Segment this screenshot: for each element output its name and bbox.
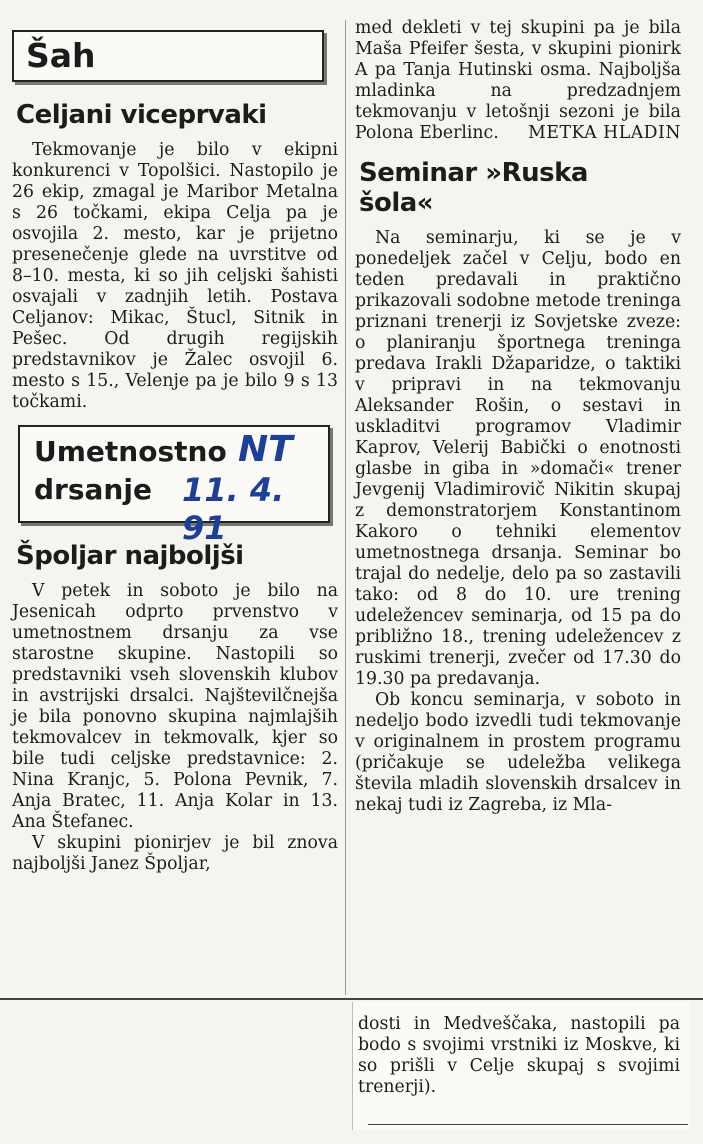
section-title-line1: Umetnostno bbox=[34, 435, 227, 468]
handwritten-initials: NT bbox=[238, 429, 293, 470]
article-paragraph: Na seminarju, ki se je v ponedeljek začel v Celju, bodo en teden predavali in praktično prikazovali sodobne metode treninga priznani trenerji iz Sovjetske zveze: o planiranju športnega treninga predava Irakli Džaparidze, o taktiki v pripravi in na tekmovanju Aleksander Rošin, o sestavi in uskladitvi programov Vladimir Kaprov, Velerij Babički o enotnosti glasbe in giba in »domači« trener Jevgenij Vladimirovič Nikitin skupaj z demonstratorjem Konstantinom Kakoro o tehniki elementov umetnostnega drsanja. Seminar bo trajal do nedelje, delo pa so zastavili tako: od 8 do 10. ure trening udeležencev seminarja, od 15 pa do približno 18., trening udeležencev z ruskimi trenerji, zvečer od 17.30 do 19.30 pa predavanja. bbox=[355, 228, 681, 689]
article-seminar-continuation bbox=[358, 1014, 680, 1098]
article-paragraph: Ob koncu seminarja, v soboto in nedeljo bodo izvedli tudi tekmovanje v originalnem in prostem programu (pričakuje se udeležba velikega števila mladih slovenskih drsalcev in nekaj tudi iz Zagreba, iz Mla- bbox=[355, 690, 681, 815]
right-column bbox=[355, 18, 681, 816]
article-paragraph: Tekmovanje je bilo v ekipni konkurenci v Topolšici. Nastopilo je 26 ekip, zmagal je Maribor Metalna s 26 točkami, ekipa Celja pa je osvojila 2. mesto, kar je prijetno presenečenje glede na uvrstitve od 8–10. mesta, ki so jih celjski šahisti osvajali v zadnjih letih. Postava Celjanov: Mikac, Štucl, Sitnik in Pešec. Od drugih regijskih predstavnikov je Žalec osvojil 6. mesto s 15., Velenje pa je bilo 9 s 13 točkami. bbox=[12, 140, 338, 412]
bottom-edge-line bbox=[368, 1124, 688, 1125]
headline-spoljar: Špoljar najboljši bbox=[16, 541, 244, 571]
article-paragraph: dosti in Medveščaka, nastopili pa bodo s svojimi vrstniki iz Moskve, ki so prišli v Celje skupaj s svojimi trenerji). bbox=[358, 1014, 680, 1097]
column-divider bbox=[345, 20, 346, 995]
section-title-text: Šah bbox=[26, 36, 96, 75]
handwritten-date: 11. 4. 91 bbox=[182, 471, 285, 547]
article-paragraph: V petek in soboto je bilo na Jesenicah odprto prvenstvo v umetnostnem drsanju za vse starostne skupine. Nastopili so predstavniki vseh slovenskih klubov in avstrijski drsalci. Najštevilčnejša je bila ponovno skupina najmlajših tekmovalcev in tekmovalk, kjer so bile tudi celjske predstavnice: 2. Nina Kranjc, 5. Polona Pevnik, 7. Anja Bratec, 11. Anja Kolar in 13. Ana Štefanec. bbox=[12, 581, 338, 832]
article-sah-body bbox=[12, 140, 338, 413]
article-paragraph: V skupini pionirjev je bil znova najboljši Janez Špoljar, bbox=[12, 833, 338, 874]
article-seminar-body bbox=[355, 228, 681, 816]
article-paragraph bbox=[355, 18, 681, 144]
author-byline: METKA HLADIN bbox=[528, 123, 681, 143]
article-drsanje-body bbox=[12, 581, 338, 875]
article-drsanje-continuation bbox=[355, 18, 681, 144]
section-title-sah bbox=[12, 30, 324, 82]
section-title-line2: drsanje bbox=[34, 473, 152, 506]
page-fold-line bbox=[0, 998, 703, 1000]
section-title-drsanje bbox=[18, 425, 330, 547]
headline-seminar: Seminar »Ruska šola« bbox=[359, 158, 588, 218]
left-column bbox=[12, 30, 338, 875]
continuation-text: med dekleti v tej skupini pa je bila Maša Pfeifer šesta, v skupini pionirk A pa Tanja Hutinski osma. Najboljša mladinka na predzadnjem tekmovanju v letošnji sezoni je bila Polona Eberlinc. bbox=[355, 18, 681, 143]
headline-celjani: Celjani viceprvaki bbox=[16, 100, 267, 130]
bottom-continuation bbox=[358, 1014, 680, 1098]
